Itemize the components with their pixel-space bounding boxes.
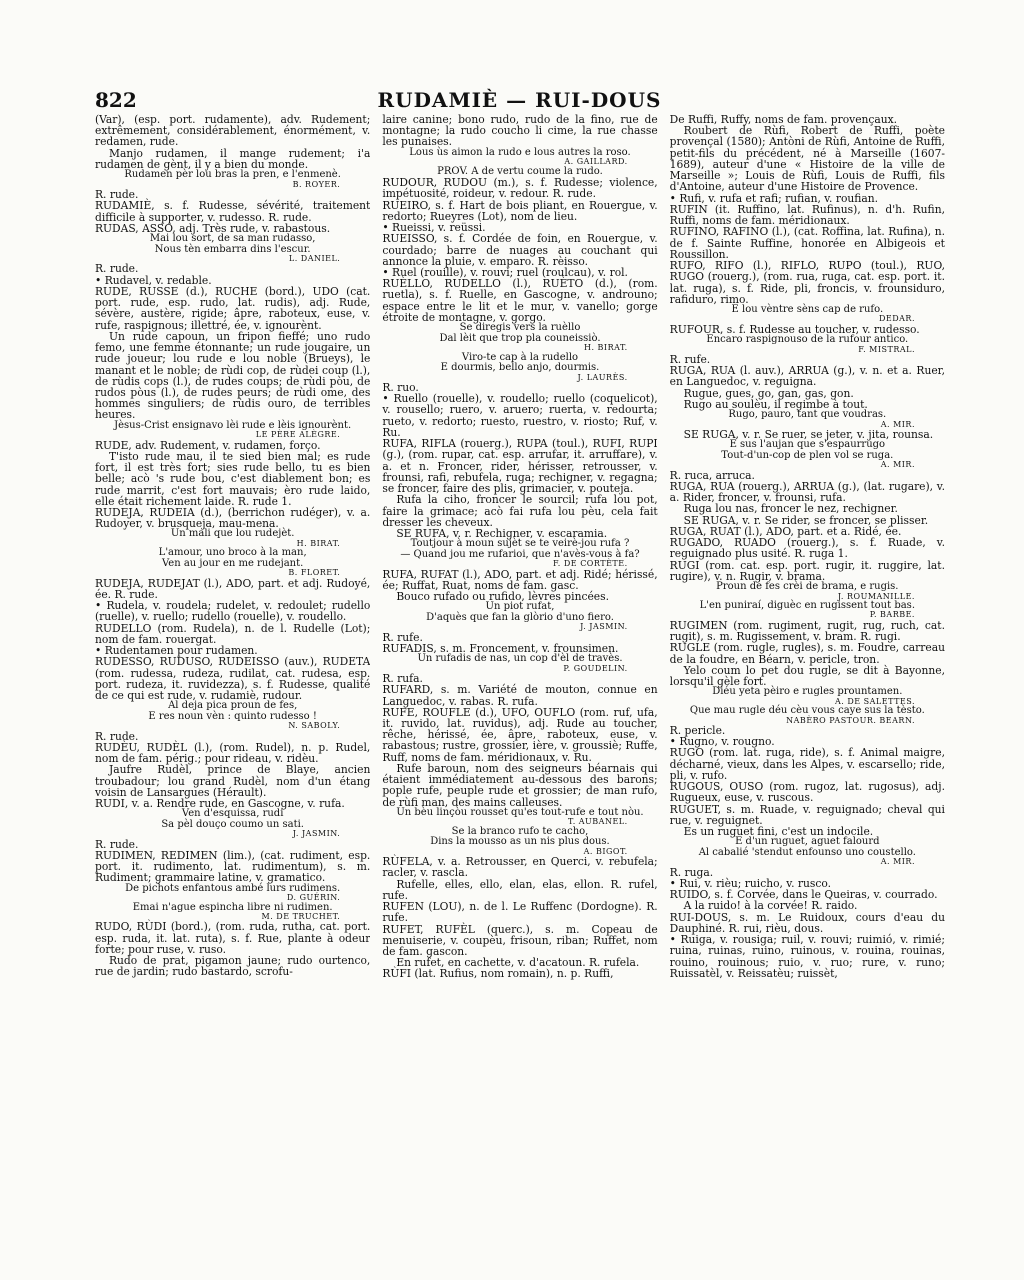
entry-paragraph: RUGUET, s. m. Ruade, v. reguignado; cheval qui rue, v. reguignet.: [669, 802, 945, 827]
quotation-line: Un mali que lou rudejèt.: [170, 528, 295, 540]
entry-paragraph: RUDELLO (rom. Rudela), n. de l. Rudelle (Lot); nom de fam. rouergat.: [95, 621, 371, 646]
column-1: [95, 114, 370, 1254]
entry-paragraph: • Rui, v. rièu; ruicho, v. rusco.: [669, 876, 831, 890]
entry-paragraph: • Ruel (rouille), v. rouvi; ruel (roulcau), v. rol.: [382, 265, 628, 279]
entry-paragraph: De Ruffi, Ruffy, noms de fam. provençaux.: [669, 114, 898, 126]
entry-paragraph: • Rudentamen pour rudamen.: [95, 644, 258, 658]
entry-paragraph: RUFE, ROUFLE (d.), UFO, OUFLO (rom. ruf, ufa, it. ruvido, lat. ruvidus), adj. Rude au toucher, rêche, hérissé, ée, âpre, raboteux, euse, v. rabastous; rustre, grossier, ière, v. groussiè; Ruffe, Ruff, noms de fam. méridionaux, v. Ru.: [382, 705, 658, 764]
entry-paragraph: RUFADIS, s. m. Froncement, v. frounsimen.: [382, 641, 619, 655]
citation-source: F. DE CORTÈTE.: [553, 559, 628, 569]
entry-paragraph: RUGA, RUA (l. auv.), ARRUA (g.), v. n. et a. Ruer, en Languedoc, v. reguigna.: [669, 364, 945, 389]
quotation-line: Ven d'esquissa, rudi: [181, 808, 284, 820]
quotation-line: Rugo, pauro, tant que voudras.: [728, 409, 887, 421]
entry-paragraph: SE RUGA, v. r. Se rider, se froncer, se plisser.: [683, 513, 929, 527]
quotation-line: Al cabalié 'stendut enfounso uno coustello.: [698, 846, 916, 858]
entry-paragraph: Rufelle, elles, ello, elan, elas, ellon. R. rufel, rufe.: [382, 877, 658, 902]
citation-source: A. MIR.: [880, 857, 915, 867]
citation-source: DEDAR.: [878, 314, 915, 324]
entry-paragraph: RUDIMEN, REDIMEN (lim.), (cat. rudiment, esp. port. it. rudimento, lat. rudimentum), s. m. Rudiment; grammaire latine, v. gramatico.: [95, 848, 371, 885]
entry-paragraph: RUEIRO, s. f. Hart de bois pliant, en Rouergue, v. redorto; Rueyres (Lot), nom de lieu.: [382, 198, 658, 223]
entry-paragraph: • Rugno, v. rougno.: [669, 735, 775, 749]
entry-paragraph: (Var), (esp. port. rudamente), adv. Rudement; extrêmement, considérablement, énormément, v. redamen, rude.: [95, 114, 371, 149]
citation-source: A. GAILLARD.: [564, 157, 628, 167]
quotation-line: Ven au jour en me rudejant.: [162, 557, 304, 569]
quotation-line: De pichots enfantous ambé lurs rudimens.: [125, 882, 341, 894]
entry-paragraph: • Rudela, v. roudela; rudelet, v. redoulet; rudello (ruelle), v. ruello; rudello (rouelle), v. roudello.: [95, 599, 371, 624]
citation-source: L. DANIEL.: [288, 254, 341, 263]
entry-paragraph: Rufe baroun, nom des seigneurs béarnais qui étaient immédiatement au-dessous des barons; pople rufe, peuple rude et grossier; de man rufo, de rùfi man, des mains calleuses.: [382, 761, 658, 809]
entry-paragraph: RUGO (rom. lat. ruga, ride), s. f. Animal maigre, décharné, vieux, dans les Alpes, v. escarsello; ride, pli, v. rufo.: [669, 746, 945, 782]
quotation-line: L'amour, uno broco à la man,: [158, 547, 307, 559]
citation-source: J. LAURÈS.: [577, 372, 628, 382]
entry-paragraph: Bouco rufado ou rufido, lèvres pincées.: [396, 590, 609, 604]
citation-source: B. ROYER.: [292, 179, 341, 189]
entry-paragraph: RUDI, v. a. Rendre rude, en Gascogne, v. rufa.: [95, 797, 345, 811]
entry-paragraph: • Rudavel, v. redable.: [95, 273, 212, 287]
citation-source: J. JASMIN.: [580, 622, 628, 632]
entry-paragraph: RÙFELA, v. a. Retrousser, en Querci, v. rebufela; racler, v. rascla.: [382, 855, 658, 880]
quotation-line: Rudamen pèr lou bras la pren, e l'enmenè.: [124, 169, 341, 181]
quotation-line: E d'un ruguet, aguet falourd: [735, 836, 880, 848]
entry-paragraph: En rufet, en cachette, v. d'acatoun. R. rufela.: [396, 956, 640, 970]
quotation-line: Tout-d'un-cop de plen vol se ruga.: [721, 449, 894, 461]
entry-paragraph: RUFET, RUFÈL (querc.), s. m. Copeau de menuiserie, v. coupèu, frisoun, riban; Ruffet, nom de fam. gascon.: [382, 922, 658, 959]
citation-source: A. MIR.: [880, 460, 915, 470]
citation-source: D. GUÉRIN.: [286, 893, 341, 903]
quotation-line: E lou vèntre sèns cap de rufo.: [731, 303, 884, 315]
entry-paragraph: R. rufe.: [382, 630, 423, 644]
entry-paragraph: RUGLE (rom. rugle, rugles), s. m. Foudre, carreau de la foudre, en Béarn, v. pericle, tron.: [669, 641, 945, 666]
quotation-line: Viro-te cap à la rudello: [461, 351, 579, 363]
entry-paragraph: Un rude capoun, un fripon fieffé; uno rudo femo, une femme étonnante; un rude jougaire, un rude joueur; lou rude e lou noble (Brueys), le manant et le noble; de rùdi cop, de rùdei coup (l.), de rùdis cops (l.), de rudes coups; de rùdi pòu, de rudos pòus (l.), de rudes peurs; de rùdi ome, des hommes singuliers; de rùdis ouro, de terribles heures.: [95, 329, 371, 422]
entry-paragraph: RUDE, RUSSE (d.), RUCHE (bord.), UDO (cat. port. rude, esp. rudo, lat. rudis), adj. Rude, sévère, austère, rigide; âpre, raboteux, euse, v. rufe, raspignous; illettré, ée, v. ignourènt.: [95, 284, 371, 332]
entry-paragraph: Rugo au soulèu, il regimbe à tout.: [683, 397, 868, 411]
entry-paragraph: RUDÈU, RUDÈL (l.), (rom. Rudel), n. p. Rudel, nom de fam. périg.; pour rideau, v. ridèu.: [95, 740, 371, 766]
entry-paragraph: RUGIMEN (rom. rugiment, rugit, rug, ruch, cat. rugit), s. m. Rugissement, v. bram. R. rugi.: [669, 618, 945, 644]
entry-paragraph: RUEISSO, s. f. Cordée de foin, en Rouergue, v. courdado; barre de nuages au couchant qui annonce la pluie, v. emparo. R. rèisso.: [382, 232, 658, 268]
entry-paragraph: • Rueissi, v. reüssi.: [382, 221, 486, 235]
entry-paragraph: RUGI (rom. cat. esp. port. rugir, it. ruggire, lat. rugire), v. n. Rugir, v. brama.: [669, 558, 945, 583]
page-number: 822: [95, 88, 137, 112]
entry-paragraph: RUDAMIÈ, s. f. Rudesse, sévérité, traitement difficile à supporter, v. rudesso. R. rude.: [95, 199, 371, 224]
quotation-line: Que mau rugle déu cèu vous caye sus la tèsto.: [689, 705, 925, 717]
quotation-line: Lous ùs aimon la rudo e lous autres la roso.: [409, 146, 631, 158]
entry-paragraph: RUÈLLO, RUDELLO (l.), RUÈTO (d.), (rom. ruetla), s. f. Ruelle, en Gascogne, v. androuno; espace entre le lit et le mur, v. vanello; gorge étroite de montagne, v. gorgo.: [382, 277, 658, 324]
entry-paragraph: • Ruello (rouelle), v. roudello; ruello (coquelicot), v. rousello; ruero, v. aruero; ruerta, v. redourta; rueto, v. redorto; ruesto, ruestro, v. riosto; Ruf, v. Ru.: [382, 392, 658, 439]
citation-source: A. BIGOT.: [583, 846, 628, 856]
column-2: [382, 114, 657, 1254]
citation-source: A. DE SALETTES.: [835, 696, 915, 706]
entry-paragraph: RUFOUR, s. f. Rudesse au toucher, v. rudesso.: [669, 322, 920, 336]
column-3: [670, 114, 945, 1254]
entry-paragraph: RUI-DOUS, s. m. Le Ruidoux, cours d'eau du Dauphiné. R. rui, rièu, dous.: [669, 910, 945, 935]
citation-source: P. BARBE.: [869, 610, 915, 620]
citation-source: H. BIRAT.: [583, 343, 628, 353]
entry-paragraph: RUGA, RUA (rouerg.), ARRUA (g.), (lat. rugare), v. a. Rider, froncer, v. frounsi, rufa.: [669, 479, 945, 505]
quotation-line: — Quand jou me rufarioi, que n'avès-vous à fa?: [400, 548, 640, 560]
entry-paragraph: R. rude.: [95, 188, 139, 202]
entry-paragraph: RUDESSO, RUDUSO, RUDEISSO (auv.), RUDETA (rom. rudessa, rudeza, rudilat, cat. rudesa, esp. port. rudeza, it. ruvidezza), s. f. Rudesse, qualité de ce qui est rude, v. rudamiè, rudour.: [95, 655, 371, 703]
quotation-line: PROV. A de vertu coume la rudo.: [437, 165, 603, 177]
quotation-line: L'en puniraí, diguèc en rugissent tout bas.: [699, 599, 915, 611]
entry-paragraph: T'isto rude mau, il te sied bien mal; es rude fort, il est très fort; sies rude bello, tu es bien belle; acò 's rude bou, c'est diablement bon; es rude marrit, c'est fort mauvais; èro rude laido, elle était richement laide. R. rude 1.: [95, 449, 371, 508]
quotation-line: Mai lou sort, de sa man rudasso,: [149, 233, 316, 244]
entry-paragraph: RUDO, RÙDI (bord.), (rom. ruda, rutha, cat. port. esp. ruda, it. lat. ruta), s. f. Rue, plante à odeur forte; pour ruse, v. ruso.: [95, 920, 371, 956]
citation-source: M. DE TRUCHET.: [261, 912, 341, 922]
entry-paragraph: Es un ruguet fini, c'est un indocile.: [683, 825, 874, 839]
quotation-line: Proun de fes crèi de brama, e rugis.: [716, 581, 899, 593]
citation-source: NABÈRO PASTOUR. BEARN.: [786, 715, 915, 725]
quotation-line: Encaro raspignouso de la rufour antico.: [706, 334, 909, 346]
quotation-line: Al deja pica proun de fes,: [168, 700, 298, 712]
quotation-line: Un rufadis de nas, un cop d'èl de travès.: [417, 653, 623, 665]
entry-paragraph: Rufa la ciho, froncer le sourcil; rufa lou pot, faire la grimace; acò fai rufa lou pèu, cela fait dresser les cheveux.: [382, 493, 658, 529]
citation-source: H. BIRAT.: [296, 538, 341, 548]
entry-paragraph: RUGA, RUAT (l.), ADO, part. et a. Ridé, ée.: [669, 524, 902, 538]
quotation-line: Jèsus-Crist ensignavo lèi rude e lèis ignourènt.: [114, 419, 352, 431]
entry-paragraph: RUFINO, RAFINO (l.), (cat. Roffina, lat. Rufina), n. de f. Sainte Ruffine, honorée en Albigeois et Roussillon.: [669, 225, 945, 261]
quotation-line: Nous tèn embarra dins l'escur.: [154, 243, 311, 255]
quotation-line: Diéu yeta pèiro e rugles prountamen.: [712, 686, 903, 698]
entry-paragraph: A la ruido! à la corvée! R. raido.: [683, 899, 858, 913]
entry-paragraph: SE RUGA, v. r. Se ruer, se jeter, v. jita, rounsa.: [683, 428, 934, 442]
entry-paragraph: R. ruga.: [669, 865, 714, 879]
quotation-line: Dal lèit que trop pla couneissiò.: [439, 332, 601, 344]
quotation-line: Sa pèl douço coumo un sati.: [161, 818, 304, 830]
citation-source: B. FLORET.: [288, 568, 341, 578]
entry-paragraph: Rugue, gues, go, gan, gas, gon.: [683, 386, 854, 400]
entry-paragraph: R. ruca, arruca.: [669, 468, 755, 482]
quotation-line: Se diregis vers la ruèllo: [459, 322, 581, 334]
quotation-line: Un piot rufat,: [485, 601, 555, 613]
entry-paragraph: SE RUFA, v. r. Rechigner, v. escaramia.: [396, 526, 608, 540]
entry-paragraph: Yelo coum lo pet dou rugle, se dit à Bayonne, lorsqu'il gèle fort.: [669, 663, 945, 688]
citation-source: J. ROUMANILLE.: [837, 591, 915, 601]
entry-paragraph: Jaufre Rudèl, prince de Blaye, ancien troubadour; lou grand Rudèl, nom d'un étang voisin de Lansargues (Hérault).: [95, 763, 371, 799]
quotation-line: Toutjour à moun sujèt se te veirè-jou rufa ?: [410, 538, 630, 550]
page-header: [95, 88, 944, 114]
entry-paragraph: R. rude.: [95, 729, 139, 743]
entry-paragraph: Rudo de prat, pigamon jaune; rudo ourtenco, rue de jardin; rudo bastardo, scrofu-: [95, 954, 371, 979]
entry-paragraph: RUGADO, RUADO (rouerg.), s. f. Ruade, v. reguignado plus usité. R. ruga 1.: [669, 536, 945, 561]
entry-paragraph: R. rude.: [95, 837, 139, 851]
citation-source: A. MIR.: [880, 419, 915, 429]
citation-source: P. GOUDELIN.: [563, 663, 628, 673]
quotation-line: D'aquès que fan la glòrio d'uno fiero.: [426, 611, 614, 623]
citation-source: N. SABOLY.: [288, 721, 341, 731]
entry-paragraph: RUGOUS, OUSO (rom. rugoz, lat. rugosus), adj. Rugueux, euse, v. ruscous.: [669, 780, 945, 805]
entry-paragraph: R. rufe.: [669, 353, 711, 366]
quotation-line: Se la branco rufo te cacho,: [451, 825, 589, 837]
quotation-line: E dourmis, bello anjo, dourmis.: [440, 362, 600, 374]
quotation-line: Un bèu linçòu rousset qu'es tout-rufe e tout nòu.: [396, 806, 644, 818]
entry-paragraph: R. pericle.: [669, 724, 726, 737]
quotation-line: E sus l'aujan que s'espaurrugo: [729, 439, 886, 451]
entry-paragraph: Manjo rudamen, il mange rudement; i'a rudamen de gènt, il y a bien du monde.: [95, 146, 371, 171]
entry-paragraph: RUFA, RIFLA (rouerg.), RUPA (toul.), RUFI, RUPI (g.), (rom. rupar, cat. esp. arrufar, it. arruffare), v. a. et n. Froncer, rider, hérisser, retrousser, v. frounsi, rafi, rebufela, ruga; rechigner, v. regagna; se froncer, faire des plis, grimacier, v. pouteja.: [382, 437, 658, 496]
text-columns: [95, 114, 945, 1254]
entry-paragraph: RUIDO, s. f. Corvée, dans le Queiras, v. courrado.: [669, 888, 938, 902]
citation-source: LE PÈRE ALÈGRE.: [255, 430, 341, 440]
entry-paragraph: RÙFI (lat. Rufius, nom romain), n. p. Ruffi,: [382, 967, 614, 981]
entry-paragraph: RUFO, RIFO (l.), RIFLO, RUPO (toul.), RUO, RUGO (rouerg.), (rom. rua, ruga, cat. esp. port. it. lat. ruga), s. f. Ride, pli, froncis, v. frounsiduro, rafiduro, rimo.: [669, 259, 945, 306]
citation-source: T. AUBANEL.: [568, 817, 628, 827]
quotation-line: Emai n'ague espincha libre ni rudimen.: [132, 901, 333, 913]
entry-paragraph: RUDAS, ASSO, adj. Très rude, v. rabastous.: [95, 221, 331, 235]
entry-paragraph: RUFA, RUFAT (l.), ADO, part. et adj. Ridé; hérissé, ée; Ruffat, Ruat, noms de fam. gasc.: [382, 567, 658, 592]
entry-paragraph: • Rufi, v. rufa et rafi; rufian, v. roufian.: [669, 191, 879, 205]
entry-paragraph: RUDOUR, RUDOU (m.), s. f. Rudesse; violence, impétuosité, roideur, v. redour. R. rude.: [382, 176, 658, 201]
citation-source: J. JASMIN.: [292, 829, 341, 839]
entry-paragraph: RUDE, adv. Rudement, v. rudamen, forço.: [95, 438, 321, 452]
entry-paragraph: Roubert de Rùfi, Robert de Ruffi, poète provençal (1580); Antòni de Rùfi, Antoine de Ruffi, petit-fils du précédent, né à Marseille (1607-1689), auteur d'une « Histoire de la ville de Marseille »; Louis de Rùfi, Louis de Ruffi, fils d'Antoine, auteur d'une Histoire de Provence.: [669, 124, 945, 194]
quotation-line: Dins la mousso as un nis plus dous.: [430, 836, 610, 848]
running-head: RUDAMIÈ — RUI-DOUS: [377, 88, 662, 112]
entry-paragraph: R. rufa.: [382, 672, 423, 686]
entry-paragraph: RUDEJA, RUDEJAT (l.), ADO, part. et adj. Rudoyé, ée. R. rude.: [95, 576, 371, 601]
entry-paragraph: RUFEN (LOU), n. de l. Le Ruffenc (Dordogne). R. rufe.: [382, 900, 658, 925]
quotation-line: E res noun vèn : quinto rudesso !: [148, 710, 317, 722]
entry-paragraph: RUFARD, s. m. Variété de mouton, connue en Languedoc, v. rabas. R. rufa.: [382, 683, 658, 708]
entry-paragraph: • Ruiga, v. rousiga; ruil, v. rouvi; ruimió, v. rimié; ruina, ruinas, ruino, ruinous, v. rouina, rouinas, rouino, rouinous; ruio, v. ruo; rure, v. runo; Ruissatèl, v. Reissatèu; ruissèt,: [669, 933, 945, 980]
entry-paragraph: R. ruo.: [382, 380, 419, 394]
entry-paragraph: RUFIN (it. Ruffino, lat. Rufinus), n. d'h. Rufin, Ruffi, noms de fam. méridionaux.: [669, 202, 945, 228]
entry-paragraph: Ruga lou nas, froncer le nez, rechigner.: [683, 502, 898, 516]
entry-paragraph: RUDEJA, RUDEIA (d.), (berrichon rudéger), v. a. Rudoyer, v. brusqueja, mau-mena.: [95, 505, 371, 531]
citation-source: F. MISTRAL.: [858, 344, 915, 354]
entry-paragraph: laire canine; bono rudo, rudo de la fino, rue de montagne; la rudo coucho li cime, la rue chasse les punaises.: [382, 114, 658, 149]
entry-paragraph: R. rude.: [95, 262, 139, 276]
